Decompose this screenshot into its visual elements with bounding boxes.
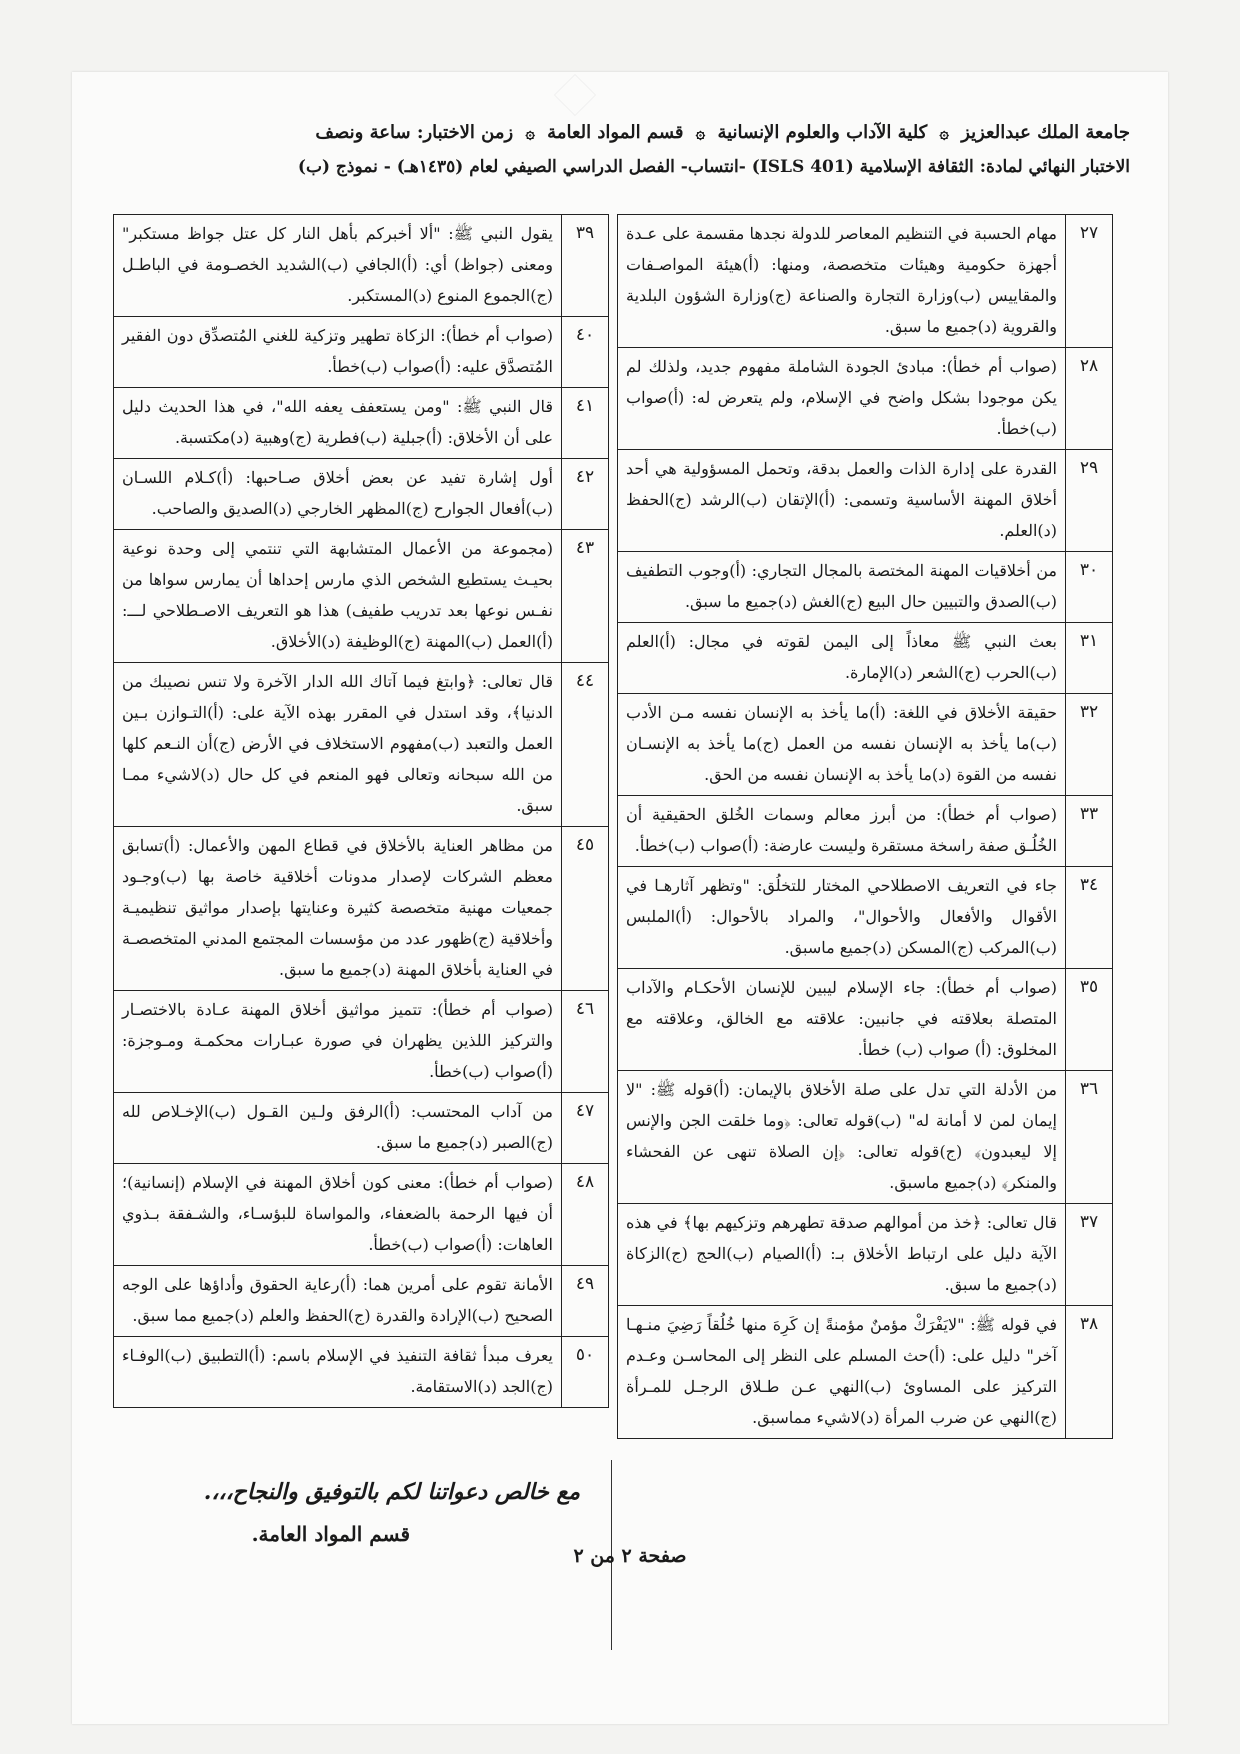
question-text: يعرف مبدأ ثقافة التنفيذ في الإسلام باسم: (أ)التطبيق (ب)الوفـاء (ج)الجد (د)الاستقامة. xyxy=(122,1346,553,1396)
closing-wishes: مع خالص دعواتنا لكم بالتوفيق والنجاح،،،. xyxy=(203,1479,580,1505)
question-number: ٤٧ xyxy=(561,1093,608,1163)
question-row xyxy=(618,623,1112,694)
question-text: حقيقة الأخلاق في اللغة: (أ)ما يأخذ به الإنسان نفسه مـن الأدب (ب)ما يأخذ به الإنسان نفسه من العمل (ج)ما يأخذ به الإنسـان نفسه من القوة (د)ما يأخذ به الإنسان نفسه من الحق. xyxy=(626,703,1057,784)
question-text: (صواب أم خطأ): من أبرز معالم وسمات الخُلق الحقيقية أن الخُلُـق صفة راسخة مستقرة وليست عارضة: (أ)صواب (ب)خطأ. xyxy=(626,805,1057,855)
question-row xyxy=(618,450,1112,552)
question-number: ٤٨ xyxy=(561,1164,608,1265)
question-text: من آداب المحتسب: (أ)الرفق ولـين القـول (ب)الإخـلاص لله (ج)الصبر (د)جميع ما سبق. xyxy=(122,1102,553,1152)
exam-duration: زمن الاختبار: ساعة ونصف xyxy=(315,122,514,143)
question-text: بعث النبي ﷺ معاذاً إلى اليمن لقوته في مجال: (أ)العلم (ب)الحرب (ج)الشعر (د)الإمارة. xyxy=(626,632,1057,682)
question-row xyxy=(618,796,1112,867)
college-name: كلية الآداب والعلوم الإنسانية xyxy=(717,122,928,143)
question-row xyxy=(618,348,1112,450)
question-row xyxy=(618,694,1112,796)
closing-signature: قسم المواد العامة. xyxy=(251,1522,410,1546)
question-row xyxy=(618,867,1112,969)
question-number: ٤٠ xyxy=(561,317,608,387)
closing-note xyxy=(150,1472,580,1556)
question-row xyxy=(114,1266,608,1337)
question-text: أول إشارة تفيد عن بعض أخلاق صـاحبها: (أ)كـلام اللسـان (ب)أفعال الجوارح (ج)المظهر الخارجي (د)الصديق والصاحب. xyxy=(122,468,553,518)
question-row xyxy=(114,663,608,827)
question-row xyxy=(114,1164,608,1266)
department-name: قسم المواد العامة xyxy=(547,122,684,143)
question-number: ٤٤ xyxy=(561,663,608,826)
question-text: القدرة على إدارة الذات والعمل بدقة، وتحمل المسؤولية هي أحد أخلاق المهنة الأساسية وتسمى: (أ)الإتقان (ب)الرشد (ج)الحفظ (د)العلم. xyxy=(626,459,1057,540)
question-number: ٥٠ xyxy=(561,1337,608,1407)
question-row xyxy=(618,969,1112,1071)
question-text: (مجموعة من الأعمال المتشابهة التي تنتمي إلى وحدة نوعية بحيـث يستطيع الشخص الذي مارس إحداها أن يمارس سواها من نفـس نوعها بعد تدريب طفيف) هذا هو التعريف الاصـطلاحي لـــ: (أ)العمل (ب)المهنة (ج)الوظيفة (د)الأخلاق. xyxy=(122,539,553,651)
ornament-icon: ۞ xyxy=(695,123,706,142)
page-number: صفحة ٢ من ٢ xyxy=(573,1545,687,1567)
question-text: مهام الحسبة في التنظيم المعاصر للدولة نجدها مقسمة على عـدة أجهزة حكومية وهيئات متخصصة، ومنها: (أ)هيئة المواصـفات والمقاييس (ب)وزارة التجارة والصناعة (ج)وزارة الشؤون البلدية والقروية (د)جميع ما سبق. xyxy=(626,224,1057,336)
question-row xyxy=(618,1071,1112,1204)
question-row xyxy=(618,1204,1112,1306)
exam-header xyxy=(110,118,1130,182)
question-number: ٤١ xyxy=(561,388,608,458)
university-name: جامعة الملك عبدالعزيز xyxy=(961,122,1130,143)
question-text: (صواب أم خطأ): الزكاة تطهير وتزكية للغني المُتصدِّق دون الفقير المُتصدَّق عليه: (أ)صواب (ب)خطأ. xyxy=(122,326,553,376)
header-line-1 xyxy=(110,118,1130,148)
question-row xyxy=(114,215,608,317)
question-number: ٢٩ xyxy=(1065,450,1112,551)
question-text: (صواب أم خطأ): تتميز مواثيق أخلاق المهنة عـادة بالاختصـار والتركيز اللذين يظهران في صورة عبـارات محكمـة ومـوجزة: (أ)صواب (ب)خطأ. xyxy=(122,1000,554,1081)
question-number: ٣٠ xyxy=(1065,552,1112,622)
question-number: ٤٥ xyxy=(561,827,608,990)
question-number: ٣٩ xyxy=(561,215,608,316)
question-text: قال تعالى: ﴿خذ من أموالهم صدقة تطهرهم وتزكيهم بها﴾ في هذه الآية دليل على ارتباط الأخلاق بـ: (أ)الصيام (ب)الحج (ج)الزكاة (د)جميع ما سبق. xyxy=(626,1213,1057,1294)
question-number: ٤٦ xyxy=(561,991,608,1092)
question-row xyxy=(114,1093,608,1164)
question-row xyxy=(114,317,608,388)
question-number: ٤٩ xyxy=(561,1266,608,1336)
question-text: (صواب أم خطأ): مبادئ الجودة الشاملة مفهوم جديد، ولذلك لم يكن موجودا بشكل واضح في الإسلام، ولم يتعرض له: (أ)صواب (ب)خطأ. xyxy=(626,357,1057,438)
question-row xyxy=(114,388,608,459)
header-line-2: الاختبار النهائي لمادة: الثقافة الإسلامية (ISLS 401) -انتساب- الفصل الدراسي الصيفي لعام (١٤٣٥هـ) - نموذج (ب) xyxy=(297,157,1130,177)
question-row xyxy=(114,991,608,1093)
question-text: قال تعالى: ﴿وابتغ فيما آتاك الله الدار الآخرة ولا تنس نصيبك من الدنيا﴾، وقد استدل في المقرر بهذه الآية على: (أ)التـوازن بـين العمل والتعبد (ب)مفهوم الاستخلاف في الأرض (ج)أن النـعم كلها من الله سبحانه وتعالى فهو المنعم في كل حال (د)لاشيء ممـا سبق. xyxy=(122,672,553,815)
questions-column-left xyxy=(113,214,609,1408)
question-row xyxy=(114,530,608,663)
question-row xyxy=(618,552,1112,623)
question-text: الأمانة تقوم على أمرين هما: (أ)رعاية الحقوق وأداؤها على الوجه الصحيح (ب)الإرادة والقدرة (ج)الحفظ والعلم (د)جميع مما سبق. xyxy=(122,1275,553,1325)
question-text: من مظاهر العناية بالأخلاق في قطاع المهن والأعمال: (أ)تسابق معظم الشركات لإصدار مدونات أخلاقية خاصة بها (ب)وجـود جمعيات مهنية متخصصة كثيرة وعنايتها بإصدار مواثيق تنظيميـة وأخلاقية (ج)ظهور عدد من مؤسسات المجتمع المدني المتخصصـة في العناية بأخلاق المهنة (د)جميع ما سبق. xyxy=(122,836,554,979)
question-number: ٣٥ xyxy=(1065,969,1112,1070)
question-number: ٣١ xyxy=(1065,623,1112,693)
question-text: من الأدلة التي تدل على صلة الأخلاق بالإيمان: (أ)قوله ﷺ: "لا إيمان لمن لا أمانة له" (ب)قوله تعالى: ﴿وما خلقت الجن والإنس إلا ليعبدون﴾ (ج)قوله تعالى: ﴿إن الصلاة تنهى عن الفحشاء والمنكر﴾ (د)جميع ماسبق. xyxy=(626,1080,1057,1192)
question-number: ٣٦ xyxy=(1065,1071,1112,1203)
question-text: يقول النبي ﷺ: "ألا أخبركم بأهل النار كل عتل جواظ مستكبر" ومعنى (جواظ) أي: (أ)الجافي (ب)الشديد الخصـومة في الباطـل (ج)الجموع المنوع (د)المستكبر. xyxy=(122,224,553,305)
question-text: (صواب أم خطأ): جاء الإسلام ليبين للإنسان الأحكـام والآداب المتصلة بعلاقته في جانبين: علاقته مع الخالق، وعلاقته مع المخلوق: (أ) صواب (ب) خطأ. xyxy=(626,978,1057,1059)
ornament-icon: ۞ xyxy=(939,123,949,142)
question-row xyxy=(114,827,608,991)
question-text: في قوله ﷺ: "لايَفْرَكْ مؤمنٌ مؤمنةً إن كَرِهَ منها خُلُقاً رَضِيَ منـهـا آخر" دليل على: (أ)حث المسلم على النظر إلى المحاسـن وعـدم التركيز على المساوئ (ب)النهي عـن طـلاق الرجـل للمـرأة (ج)النهي عن ضرب المرأة (د)لاشيء مماسبق. xyxy=(626,1315,1057,1427)
questions-column-right xyxy=(617,214,1113,1439)
ornament-icon: ۞ xyxy=(525,123,535,142)
question-text: قال النبي ﷺ: "ومن يستعفف يعفه الله"، في هذا الحديث دليل على أن الأخلاق: (أ)جبلية (ب)فطرية (ج)وهبية (د)مكتسبة. xyxy=(122,397,553,447)
question-number: ٣٣ xyxy=(1065,796,1112,866)
question-text: من أخلاقيات المهنة المختصة بالمجال التجاري: (أ)وجوب التطفيف (ب)الصدق والتبيين حال البيع (ج)الغش (د)جميع ما سبق. xyxy=(626,561,1057,611)
question-number: ٣٢ xyxy=(1065,694,1112,795)
question-number: ٢٨ xyxy=(1065,348,1112,449)
question-row xyxy=(114,459,608,530)
question-row xyxy=(114,1337,608,1407)
question-text: جاء في التعريف الاصطلاحي المختار للتخلُق: "وتظهر آثارهـا في الأقوال والأفعال والأحوال"، والمراد بالأحوال: (أ)الملبس (ب)المركب (ج)المسكن (د)جميع ماسبق. xyxy=(626,876,1057,957)
question-number: ٢٧ xyxy=(1065,215,1112,347)
question-number: ٤٢ xyxy=(561,459,608,529)
question-row xyxy=(618,215,1112,348)
question-number: ٣٧ xyxy=(1065,1204,1112,1305)
question-number: ٣٤ xyxy=(1065,867,1112,968)
question-text: (صواب أم خطأ): معنى كون أخلاق المهنة في الإسلام (إنسانية)؛ أن فيها الرحمة بالضعفاء، والمواساة للبؤسـاء، والشـفقة بـذوي العاهات: (أ)صواب (ب)خطأ. xyxy=(122,1173,553,1254)
question-number: ٤٣ xyxy=(561,530,608,662)
question-number: ٣٨ xyxy=(1065,1306,1112,1438)
question-row xyxy=(618,1306,1112,1438)
